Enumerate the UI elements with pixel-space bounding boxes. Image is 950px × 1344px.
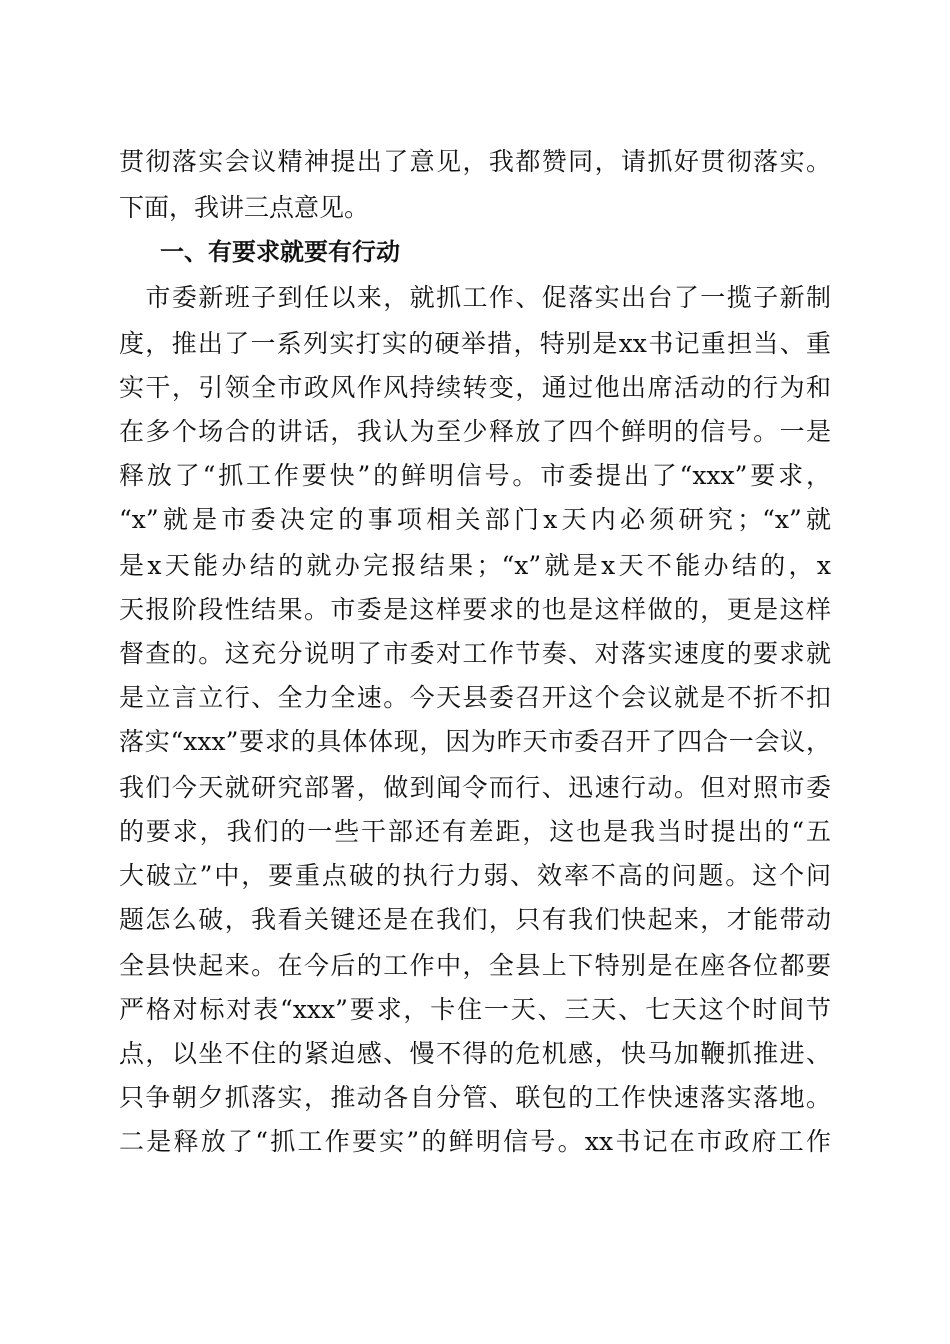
body-line: 二是释放了“抓工作要实”的鲜明信号。xx书记在市政府工作 [119,1127,831,1156]
body-line: 天报阶段性结果。市委是这样要求的也是这样做的，更是这样 [119,595,831,624]
body-line: 我们今天就研究部署，做到闻令而行、迅速行动。但对照市委 [119,773,831,802]
body-line: 题怎么破，我看关键还是在我们，只有我们快起来，才能带动 [119,905,831,934]
body-line: 是x天能办结的就办完报结果；“x”就是x天不能办结的，x [119,551,831,580]
body-line: 落实“xxx”要求的具体体现，因为昨天市委召开了四合一会议， [119,727,831,756]
body-line: 严格对标对表“xxx”要求，卡住一天、三天、七天这个时间节 [119,995,831,1024]
body-line: 实干，引领全市政风作风持续转变，通过他出席活动的行为和 [119,373,831,402]
body-line: 的要求，我们的一些干部还有差距，这也是我当时提出的“五 [119,817,831,846]
body-line: 全县快起来。在今后的工作中，全县上下特别是在座各位都要 [119,951,831,980]
body-line: 度，推出了一系列实打实的硬举措，特别是xx书记重担当、重 [119,329,831,358]
body-line: 市委新班子到任以来，就抓工作、促落实出台了一揽子新制 [119,283,831,312]
section-heading: 一、有要求就要有行动 [160,238,400,266]
body-line: 只争朝夕抓落实，推动各自分管、联包的工作快速落实落地。 [119,1083,831,1112]
body-line: 督查的。这充分说明了市委对工作节奏、对落实速度的要求就 [119,639,831,668]
body-line: 释放了“抓工作要快”的鲜明信号。市委提出了“xxx”要求， [119,461,831,490]
body-line: “x”就是市委决定的事项相关部门x天内必须研究；“x”就 [119,505,831,534]
intro-line-1: 贯彻落实会议精神提出了意见，我都赞同，请抓好贯彻落实。 [119,147,831,176]
intro-line-2: 下面，我讲三点意见。 [119,193,370,222]
body-line: 是立言立行、全力全速。今天县委召开这个会议就是不折不扣 [119,683,831,712]
body-line: 在多个场合的讲话，我认为至少释放了四个鲜明的信号。一是 [119,417,831,446]
body-line: 大破立”中，要重点破的执行力弱、效率不高的问题。这个问 [119,861,831,890]
body-line: 点，以坐不住的紧迫感、慢不得的危机感，快马加鞭抓推进、 [119,1039,831,1068]
